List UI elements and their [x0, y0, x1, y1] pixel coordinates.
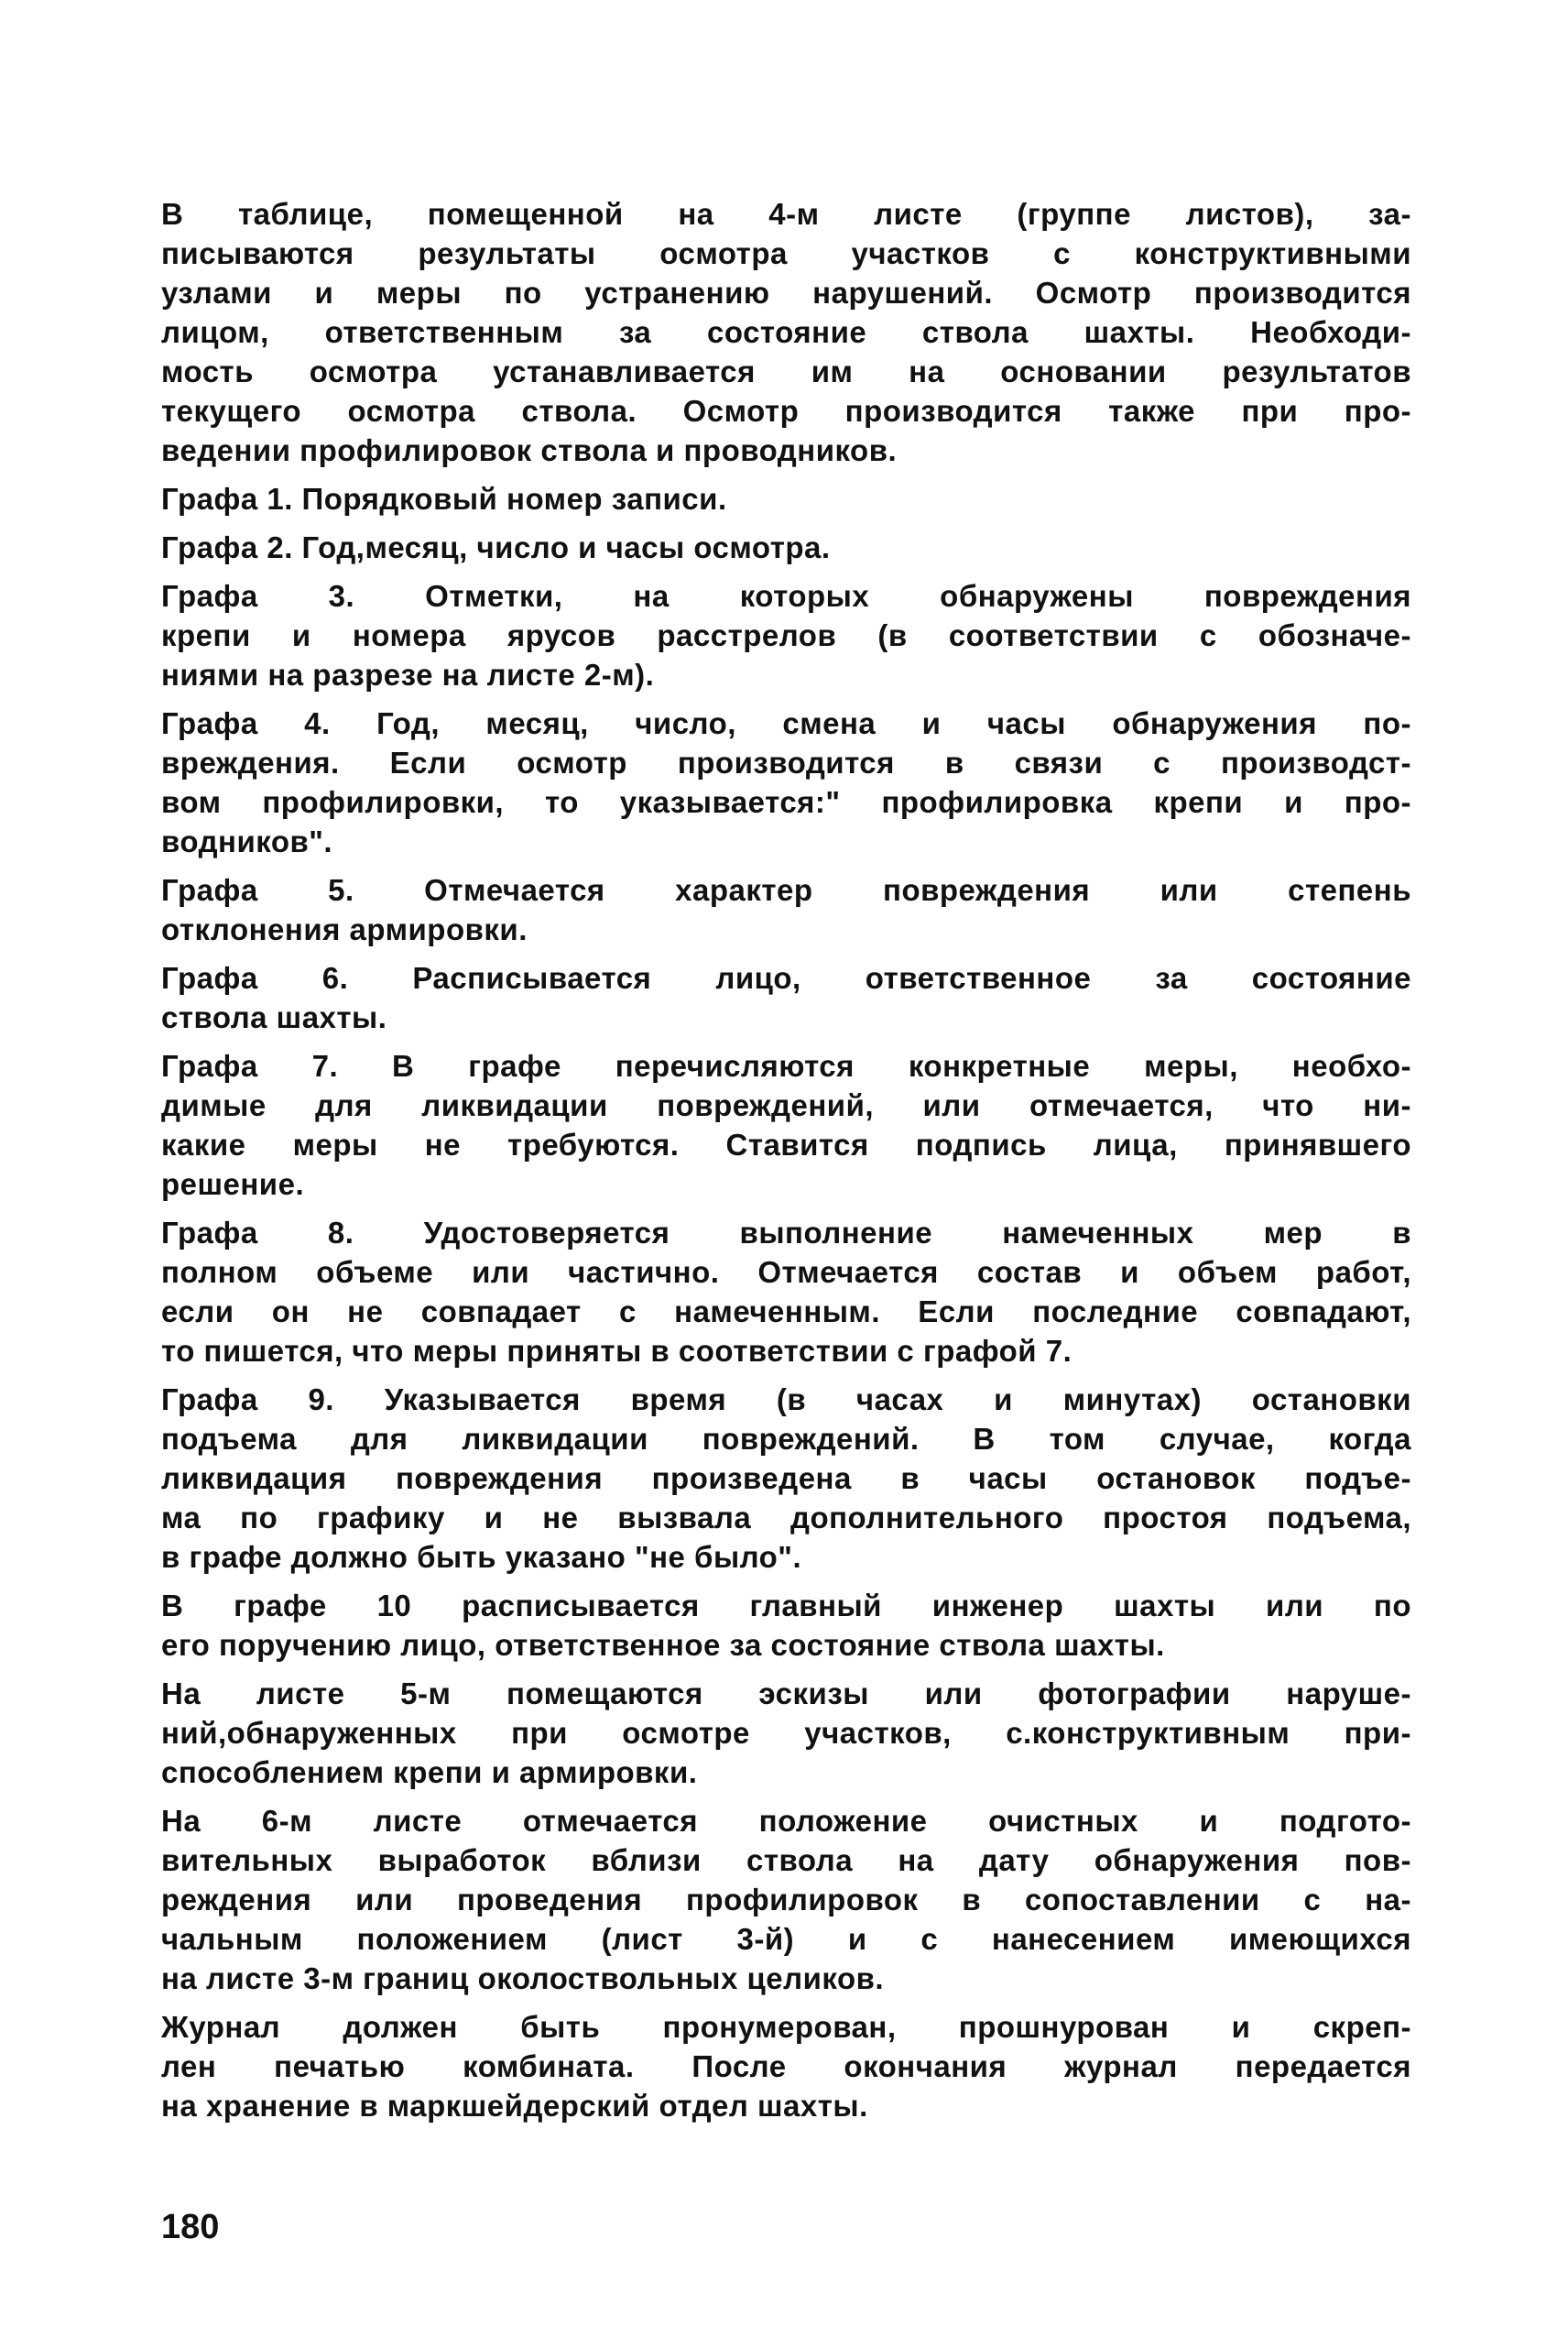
text-line: вом профилировки, то указывается:" профилировка крепи и про-	[161, 785, 1411, 819]
paragraph	[161, 479, 1411, 519]
text-line: на листе 3-м границ околоствольных целиков.	[161, 1961, 885, 1995]
text-line: чальным положением (лист 3-й) и с нанесением имеющихся	[161, 1922, 1411, 1956]
text-line: вительных выработок вблизи ствола на дату обнаружения пов-	[161, 1843, 1411, 1877]
text-line: Журнал должен быть пронумерован, прошнурован и скреп-	[161, 2010, 1411, 2044]
paragraph	[161, 576, 1411, 694]
text-line: реждения или проведения профилировок в сопоставлении с на-	[161, 1883, 1411, 1916]
text-line: ведении профилировок ствола и проводников.	[161, 433, 898, 467]
text-line: Графа 5. Отмечается характер повреждения или степень	[161, 873, 1411, 907]
paragraph	[161, 2007, 1411, 2125]
text-line: ма по графику и не вызвала дополнительного простоя подъема,	[161, 1501, 1411, 1534]
text-line: ликвидация повреждения произведена в часы остановок подъе-	[161, 1461, 1411, 1495]
text-line: Графа 3. Отметки, на которых обнаружены повреждения	[161, 579, 1411, 613]
text-line: на хранение в маркшейдерский отдел шахты.	[161, 2089, 868, 2123]
text-line: ниями на разрезе на листе 2-м).	[161, 658, 655, 692]
text-line: В графе 10 расписывается главный инженер шахты или по	[161, 1589, 1411, 1622]
paragraph	[161, 528, 1411, 567]
paragraph	[161, 958, 1411, 1037]
text-line: отклонения армировки.	[161, 912, 528, 946]
text-line: лицом, ответственным за состояние ствола шахты. Необходи-	[161, 315, 1411, 349]
text-line: В таблице, помещенной на 4-м листе (группе листов), за-	[161, 197, 1411, 231]
paragraph	[161, 1046, 1411, 1204]
text-line: решение.	[161, 1167, 305, 1201]
text-line: На листе 5-м помещаются эскизы или фотографии наруше-	[161, 1676, 1411, 1710]
text-line: водников".	[161, 824, 333, 858]
text-line: лен печатью комбината. После окончания журнал передается	[161, 2049, 1411, 2083]
text-line: подъема для ликвидации повреждений. В том случае, когда	[161, 1422, 1411, 1456]
paragraph	[161, 1380, 1411, 1577]
text-line: На 6-м листе отмечается положение очистных и подгото-	[161, 1804, 1411, 1838]
text-line: Графа 4. Год, месяц, число, смена и часы обнаружения по-	[161, 706, 1411, 740]
text-line: способлением крепи и армировки.	[161, 1755, 698, 1789]
text-line: Графа 7. В графе перечисляются конкретные меры, необхо-	[161, 1049, 1411, 1083]
text-line: димые для ликвидации повреждений, или отмечается, что ни-	[161, 1088, 1411, 1122]
paragraph	[161, 1213, 1411, 1370]
text-line: то пишется, что меры приняты в соответствии с графой 7.	[161, 1334, 1073, 1368]
text-line: Графа 6. Расписывается лицо, ответственное за состояние	[161, 961, 1411, 995]
paragraph	[161, 1801, 1411, 1998]
text-line: узлами и меры по устранению нарушений. Осмотр производится	[161, 276, 1411, 310]
page-body	[161, 194, 1411, 2135]
paragraph	[161, 194, 1411, 470]
text-line: мость осмотра устанавливается им на основании результатов	[161, 355, 1411, 388]
page-number: 180	[161, 2208, 220, 2246]
text-line: Графа 2. Год,месяц, число и часы осмотра.	[161, 530, 831, 564]
text-line: в графе должно быть указано "не было".	[161, 1540, 802, 1574]
text-line: писываются результаты осмотра участков с конструктивными	[161, 236, 1411, 270]
paragraph	[161, 1674, 1411, 1792]
text-line: полном объеме или частично. Отмечается состав и объем работ,	[161, 1255, 1411, 1289]
text-line: какие меры не требуются. Ставится подпись лица, принявшего	[161, 1128, 1411, 1162]
text-line: вреждения. Если осмотр производится в связи с производст-	[161, 746, 1411, 780]
text-line: если он не совпадает с намеченным. Если последние совпадают,	[161, 1294, 1411, 1328]
text-line: Графа 9. Указывается время (в часах и минутах) остановки	[161, 1382, 1411, 1416]
text-line: Графа 1. Порядковый номер записи.	[161, 482, 727, 516]
text-line: ствола шахты.	[161, 1000, 387, 1034]
paragraph	[161, 1586, 1411, 1665]
text-line: Графа 8. Удостоверяется выполнение намеченных мер в	[161, 1216, 1411, 1250]
text-line: его поручению лицо, ответственное за состояние ствола шахты.	[161, 1628, 1165, 1662]
text-line: ний,обнаруженных при осмотре участков, с.конструктивным при-	[161, 1716, 1411, 1750]
text-line: текущего осмотра ствола. Осмотр производится также при про-	[161, 394, 1411, 428]
text-line: крепи и номера ярусов расстрелов (в соответствии с обозначе-	[161, 618, 1411, 652]
paragraph	[161, 870, 1411, 949]
paragraph	[161, 704, 1411, 861]
